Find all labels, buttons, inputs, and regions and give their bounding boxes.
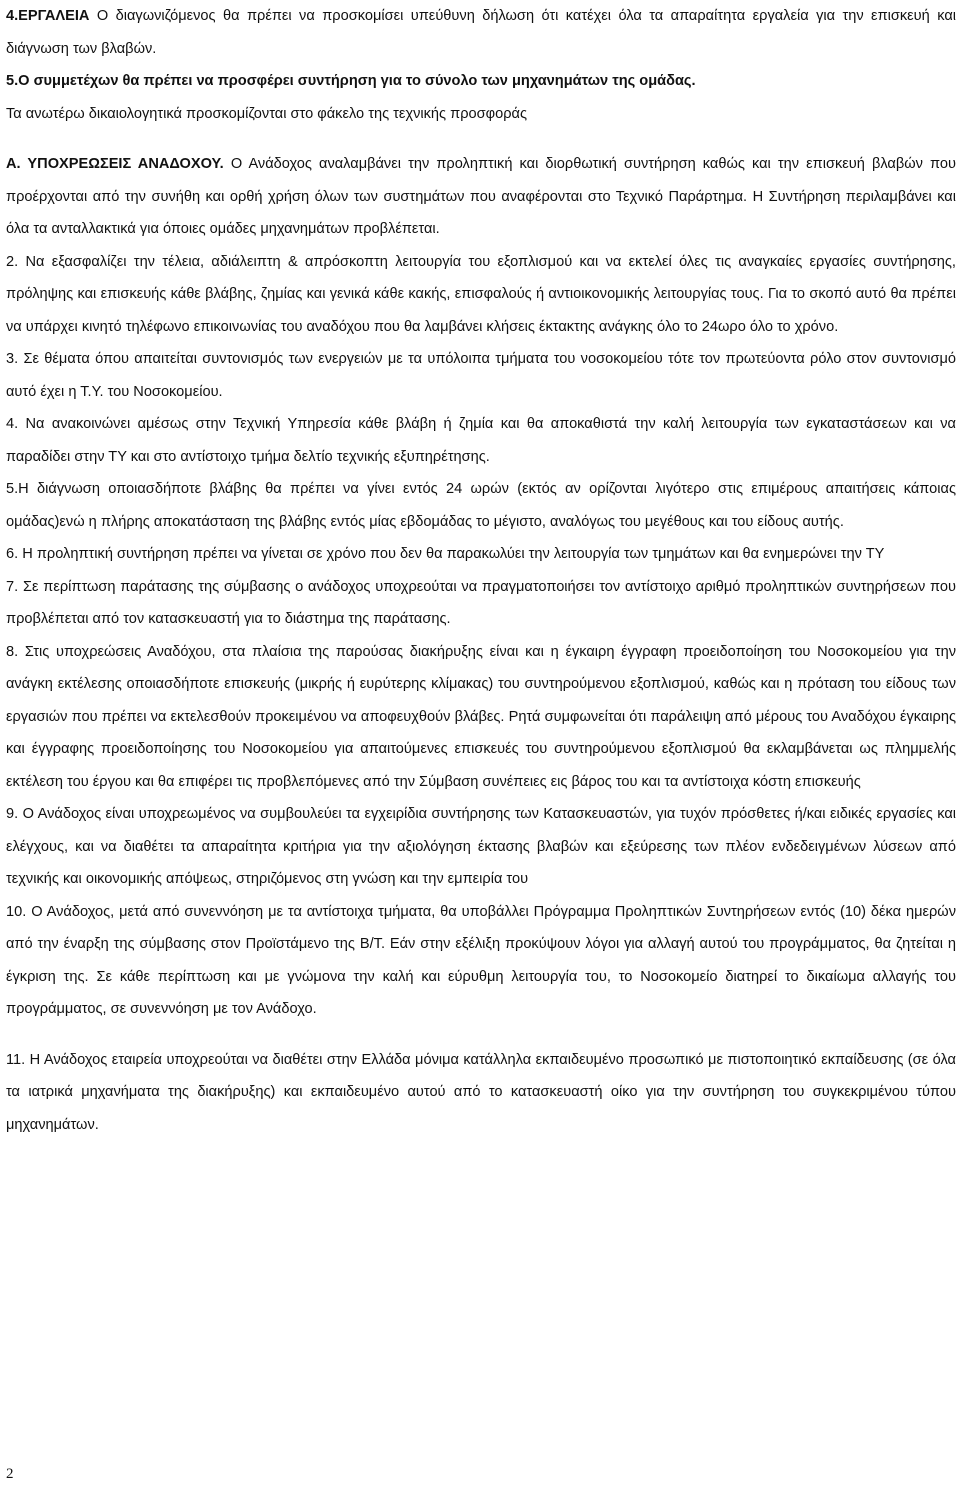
obligation-item-7: 7. Σε περίπτωση παράτασης της σύμβασης ο ανάδοχος υποχρεούται να πραγματοποιήσει τον αντίστοιχο αριθμό προληπτικών συντηρήσεων που προβλέπεται από τον κατασκευαστή για το διάστημα της παράτασης. <box>6 578 956 627</box>
obligation-item-9: 9. Ο Ανάδοχος είναι υποχρεωμένος να συμβουλεύει τα εγχειρίδια συντήρησης των Κατασκευαστών, για τυχόν πρόσθετες ή/και ειδικές εργασίες και ελέγχους, και να διαθέτει τα απαραίτητα κριτήρια για την αξιολόγηση έκτασης βλαβών και εξεύρεσης των πλέον ενδεδειγμένων λύσεων από τεχνικής και οικονομικής απόψεως, στηριζόμενος στη γνώση και την εμπειρία του <box>6 806 956 887</box>
paragraph-maintenance: 5.Ο συμμετέχων θα πρέπει να προσφέρει συντήρηση για το σύνολο των μηχανημάτων της ομάδας. <box>6 73 696 89</box>
paragraph-obligations-intro <box>6 148 956 246</box>
obligation-item-8: 8. Στις υποχρεώσεις Αναδόχου, στα πλαίσια της παρούσας διακήρυξης είναι και η έγκαιρη έγγραφη προειδοποίηση του Νοσοκομείου για την ανάγκη εκτέλεσης οποιασδήποτε επισκευής (μικρής ή ευρύτερης κλίμακας) του συντηρούμενου εξοπλισμού, καθώς και η πρόταση του είδους των εργασιών που πρέπει να εκτελεσθούν προκειμένου να αποφευχθούν βλάβες. Ρητά συμφωνείται ότι παράλειψη από μέρους του Αναδόχου έγκαιρης και έγγραφης προειδοποίησης του Νοσοκομείου για απαιτούμενες επισκευές του συντηρούμενου εξοπλισμού θα εκλαμβάνεται ως πλημμελής εκτέλεση του έργου και θα επιφέρει τις προβλεπόμενες από την Σύμβαση συνέπειες εις βάρος του και τα αντίστοιχα κόστη επισκευής <box>6 643 956 790</box>
document-page <box>6 0 956 1141</box>
tools-text: Ο διαγωνιζόμενος θα πρέπει να προσκομίσει υπεύθυνη δήλωση ότι κατέχει όλα τα απαραίτητα εργαλεία για την επισκευή και διάγνωση των βλαβών. <box>6 8 956 57</box>
spacer <box>6 130 956 148</box>
obligation-item-2: 2. Να εξασφαλίζει την τέλεια, αδιάλειπτη & απρόσκοπτη λειτουργία του εξοπλισμού και να εκτελεί όλες τις αναγκαίες εργασίες συντήρησης, πρόληψης και επισκευής κάθε βλάβης, ζημίας και γενικά κάθε κακής, επισφαλούς ή αντιοικονομικής λειτουργίας τους. Για το σκοπό αυτό θα πρέπει να υπάρχει κινητό τηλέφωνο επικοινωνίας του αναδόχου που θα λαμβάνει κλήσεις έκτακτης ανάγκης όλο το 24ωρο όλο το χρόνο. <box>6 253 956 335</box>
paragraph-tools <box>6 0 956 65</box>
obligation-item-10: 10. Ο Ανάδοχος, μετά από συνεννόηση με τα αντίστοιχα τμήματα, θα υποβάλλει Πρόγραμμα Προληπτικών Συντηρήσεων εντός (10) δέκα ημερών από την έναρξη της σύμβασης στον Προϊστάμενο της Β/Τ. Εάν στην εξέλιξη προκύψουν λόγοι για αλλαγή αυτού του προγράμματος, θα ζητείται η έγκριση της. Σε κάθε περίπτωση και με γνώμονα την καλή και εύρυθμη λειτουργία του, το Νοσοκομείο διατηρεί το δικαίωμα αλλαγής του προγράμματος, σε συνεννόηση με τον Ανάδοχο. <box>6 903 956 1017</box>
tools-label: 4.ΕΡΓΑΛΕΙΑ <box>6 8 90 24</box>
obligation-item-4: 4. Να ανακοινώνει αμέσως στην Τεχνική Υπηρεσία κάθε βλάβη ή ζημία και θα αποκαθιστά την καλή λειτουργία των εγκαταστάσεων και να παραδίδει στην ΤΥ και στο αντίστοιχο τμήμα δελτίο τεχνικής εξυπηρέτησης. <box>6 416 956 465</box>
obligations-heading: Α. ΥΠΟΧΡΕΩΣΕΙΣ ΑΝΑΔΟΧΟΥ. <box>6 156 224 172</box>
spacer <box>6 1026 956 1044</box>
obligation-item-5: 5.Η διάγνωση οποιασδήποτε βλάβης θα πρέπει να γίνει εντός 24 ωρών (εκτός αν ορίζονται λιγότερο στις επιμέρους απαιτήσεις κάποιας ομάδας)ενώ η πλήρης αποκατάσταση της βλάβης εντός μίας εβδομάδας το μέγιστο, αναλόγως του μεγέθους και του είδους αυτής. <box>6 481 956 530</box>
obligation-item-6: 6. Η προληπτική συντήρηση πρέπει να γίνεται σε χρόνο που δεν θα παρακωλύει την λειτουργία των τμημάτων και θα ενημερώνει την ΤΥ <box>6 546 885 562</box>
paragraph-docs-note: Τα ανωτέρω δικαιολογητικά προσκομίζονται στο φάκελο της τεχνικής προσφοράς <box>6 105 527 122</box>
obligation-item-3: 3. Σε θέματα όπου απαιτείται συντονισμός των ενεργειών με τα υπόλοιπα τμήματα του νοσοκομείου τότε τον πρωτεύοντα ρόλο στον συντονισμό αυτό έχει η Τ.Υ. του Νοσοκομείου. <box>6 351 956 400</box>
obligation-item-11: 11. Η Ανάδοχος εταιρεία υποχρεούται να διαθέτει στην Ελλάδα μόνιμα κατάλληλα εκπαιδευμένο προσωπικό με πιστοποιητικό εκπαίδευσης (σε όλα τα ιατρικά μηχανήματα της διακήρυξης) και εκπαιδευμένο αυτού από το κατασκευαστή οίκο για την συντήρηση του συγκεκριμένου τύπου μηχανημάτων. <box>6 1051 956 1133</box>
obligations-intro-text: Ο Ανάδοχος αναλαμβάνει την προληπτική και διορθωτική συντήρηση καθώς και την επισκευή βλαβών που προέρχονται από την συνήθη και ορθή χρήση όλων των συστημάτων που αναφέρονται στο Τεχνικό Παράρτημα. Η Συντήρηση περιλαμβάνει και όλα τα ανταλλακτικά για όποιες ομάδες μηχανημάτων προβλέπεται. <box>6 156 956 237</box>
page-number: 2 <box>6 1466 14 1482</box>
